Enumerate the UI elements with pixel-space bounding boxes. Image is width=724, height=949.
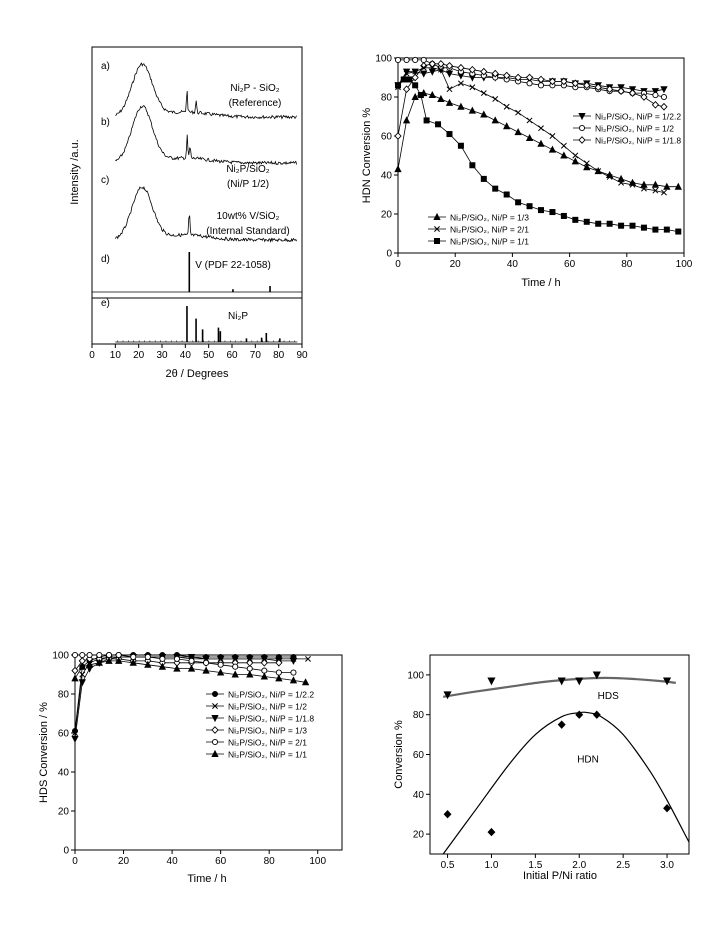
- data-point: [80, 652, 85, 657]
- data-point: [653, 227, 658, 232]
- data-point: [395, 83, 400, 88]
- data-point: [550, 133, 555, 138]
- y-tick-label: 20: [380, 209, 392, 221]
- series-group: [395, 57, 681, 234]
- data-point: [596, 221, 601, 226]
- legend-label: Ni₂P/SiO₂, Ni/P = 1/2: [228, 701, 307, 712]
- legend-label: Ni₂P/SiO₂, Ni/P = 1/2: [595, 123, 674, 134]
- data-point: [576, 678, 583, 685]
- y-tick-label: 60: [412, 750, 424, 761]
- data-point: [458, 81, 463, 86]
- series-group: [443, 672, 676, 699]
- hdn-chart: [361, 54, 693, 290]
- legend-item: [206, 690, 314, 700]
- y-tick-label: 40: [412, 789, 424, 801]
- legend-marker: [579, 125, 584, 130]
- x-tick-label: 70: [249, 350, 261, 361]
- x-tick-label: 60: [564, 259, 576, 270]
- legend-item: [428, 213, 529, 223]
- data-point: [584, 219, 589, 224]
- y-tick-label: 60: [380, 131, 392, 143]
- data-point: [447, 87, 452, 92]
- data-point: [618, 223, 623, 228]
- data-point: [481, 176, 486, 181]
- data-point: [652, 102, 658, 108]
- y-tick-label: 40: [57, 767, 69, 779]
- data-point: [550, 209, 555, 214]
- legend-marker: [212, 739, 217, 744]
- data-point: [481, 91, 486, 96]
- y-axis-title: Intensity /a.u.: [69, 139, 81, 205]
- data-point: [488, 678, 495, 685]
- data-point: [438, 96, 444, 102]
- y-tick-label: 60: [57, 728, 69, 740]
- y-axis-title: Conversion %: [393, 720, 405, 789]
- x-tick-label: 2.5: [616, 860, 631, 871]
- data-point: [404, 57, 409, 62]
- data-point: [538, 126, 543, 131]
- legend-item: [573, 124, 674, 134]
- x-tick-label: 20: [449, 259, 461, 270]
- legend-label: Ni₂P/SiO₂, Ni/P = 1/3: [228, 725, 307, 736]
- data-point: [72, 736, 78, 742]
- legend-label: Ni₂P/SiO₂, Ni/P = 1/3: [450, 212, 529, 223]
- y-tick-label: 0: [63, 845, 69, 857]
- x-tick-label: 0: [395, 259, 401, 270]
- data-point: [203, 660, 208, 665]
- data-point: [538, 83, 543, 88]
- annotation-label: HDN: [577, 754, 599, 766]
- data-point: [630, 223, 635, 228]
- data-point: [516, 200, 521, 205]
- x-tick-label: 10: [109, 350, 121, 361]
- data-point: [421, 57, 426, 62]
- data-point: [72, 652, 77, 657]
- xrd-chart: [69, 47, 308, 380]
- legend-item: [206, 714, 314, 724]
- data-point: [593, 711, 600, 718]
- hds-chart: [38, 651, 342, 886]
- xrd-panel: [101, 61, 297, 119]
- y-tick-label: 80: [412, 710, 424, 722]
- data-point: [418, 92, 423, 97]
- legend-item: [573, 136, 681, 146]
- x-tick-label: 40: [166, 856, 178, 867]
- plot-frame: [430, 655, 689, 854]
- data-point: [395, 133, 401, 139]
- x-tick-label: 3.0: [660, 860, 675, 871]
- x-tick-label: 80: [263, 856, 275, 867]
- x-tick-label: 1.0: [484, 860, 499, 871]
- legend-label: Ni₂P/SiO₂, Ni/P = 1/1.8: [228, 713, 315, 724]
- x-tick-label: 80: [621, 259, 633, 270]
- x-tick-label: 60: [215, 856, 227, 867]
- panel-label: (Internal Standard): [206, 226, 290, 237]
- data-point: [458, 143, 463, 148]
- ratio-chart: [393, 655, 689, 882]
- data-point: [538, 208, 543, 213]
- data-point: [549, 146, 555, 152]
- panel-label: Ni₂P/SiO₂: [226, 164, 270, 175]
- data-point: [641, 225, 646, 230]
- data-point: [516, 110, 521, 115]
- legend-item: [573, 112, 681, 122]
- panel-letter: d): [101, 254, 110, 265]
- data-point: [470, 85, 475, 90]
- data-point: [504, 123, 510, 129]
- data-point: [470, 163, 475, 168]
- data-point: [618, 88, 624, 94]
- panel-label: 10wt% V/SiO₂: [216, 211, 280, 222]
- x-tick-label: 100: [309, 856, 327, 867]
- legend-item: [206, 750, 307, 760]
- data-point: [527, 118, 532, 123]
- y-tick-label: 100: [407, 670, 424, 682]
- data-point: [504, 104, 509, 109]
- legend-marker: [434, 238, 439, 243]
- x-axis-title: Time / h: [187, 873, 227, 885]
- x-tick-label: 20: [133, 350, 145, 361]
- legend-label: Ni₂P/SiO₂, Ni/P = 1/1: [228, 749, 307, 760]
- data-point: [661, 104, 667, 110]
- data-point: [676, 229, 681, 234]
- x-tick-label: 60: [226, 350, 238, 361]
- panel-letter: c): [101, 175, 110, 186]
- data-point: [145, 654, 150, 659]
- data-point: [174, 656, 179, 661]
- x-tick-label: 0.5: [440, 860, 455, 871]
- legend-marker: [212, 727, 218, 733]
- legend-marker: [212, 691, 217, 696]
- data-point: [572, 158, 578, 164]
- data-point: [446, 100, 452, 106]
- legend-marker: [579, 137, 585, 143]
- legend-item: [206, 738, 307, 748]
- data-point: [421, 71, 427, 77]
- data-point: [630, 90, 636, 96]
- data-point: [87, 652, 92, 657]
- x-tick-label: 40: [506, 259, 518, 270]
- legend-label: Ni₂P/SiO₂, Ni/P = 2/1: [450, 224, 529, 235]
- legend-item: [428, 237, 529, 247]
- legend-label: Ni₂P/SiO₂, Ni/P = 1/2.2: [595, 111, 682, 122]
- data-point: [404, 117, 410, 123]
- x-tick-label: 0: [72, 856, 78, 867]
- x-tick-label: 2.0: [572, 860, 587, 871]
- data-point: [661, 94, 666, 99]
- data-point: [561, 213, 566, 218]
- annotation-label: HDS: [597, 690, 619, 702]
- x-tick-label: 1.5: [528, 860, 543, 871]
- data-point: [435, 122, 440, 127]
- data-point: [412, 94, 418, 100]
- data-point: [160, 656, 165, 661]
- data-point: [558, 721, 565, 728]
- data-point: [504, 192, 509, 197]
- y-tick-label: 100: [52, 650, 69, 662]
- y-tick-label: 0: [386, 248, 392, 260]
- panel-label: (Ni/P 1/2): [226, 179, 270, 190]
- legend-label: Ni₂P/SiO₂, Ni/P = 2/1: [228, 737, 307, 748]
- data-point: [493, 96, 498, 101]
- data-point: [407, 77, 412, 82]
- x-tick-label: 0: [89, 350, 95, 361]
- xrd-panel: [101, 298, 297, 342]
- x-tick-label: 90: [296, 350, 308, 361]
- legend-label: Ni₂P/SiO₂, Ni/P = 1/1.8: [595, 135, 682, 146]
- x-axis-title: 2θ / Degrees: [165, 368, 229, 380]
- y-tick-label: 20: [57, 806, 69, 818]
- data-point: [573, 217, 578, 222]
- data-point: [561, 143, 566, 148]
- data-point: [395, 166, 401, 172]
- x-tick-label: 100: [675, 259, 693, 270]
- data-point: [401, 77, 406, 82]
- data-point: [515, 129, 521, 135]
- series-group: [443, 711, 689, 854]
- data-point: [424, 118, 429, 123]
- y-tick-label: 40: [380, 170, 392, 182]
- data-point: [413, 83, 418, 88]
- legend-item: [206, 726, 307, 736]
- panel-label: Ni₂P: [228, 311, 248, 322]
- panel-letter: b): [101, 117, 110, 128]
- data-point: [664, 227, 669, 232]
- data-point: [97, 652, 102, 657]
- data-point: [653, 92, 658, 97]
- data-point: [413, 57, 418, 62]
- x-axis-title: Time / h: [521, 277, 561, 289]
- data-point: [291, 670, 296, 675]
- data-point: [189, 658, 194, 663]
- y-tick-label: 100: [375, 53, 392, 65]
- data-point: [527, 204, 532, 209]
- data-point: [444, 811, 451, 818]
- panel-letter: a): [101, 61, 110, 72]
- data-point: [488, 829, 495, 836]
- data-point: [447, 131, 452, 136]
- panel-label: Ni₂P - SiO₂: [230, 83, 280, 94]
- data-point: [233, 664, 238, 669]
- data-point: [218, 662, 223, 667]
- panel-letter: e): [101, 298, 110, 309]
- legend-item: [428, 225, 529, 235]
- y-tick-label: 20: [412, 829, 424, 841]
- y-tick-label: 80: [380, 92, 392, 104]
- xrd-panel: [92, 252, 302, 292]
- data-point: [493, 186, 498, 191]
- panel-label: (Reference): [228, 98, 282, 109]
- data-point: [561, 152, 567, 158]
- panel-label: V (PDF 22-1058): [195, 260, 271, 271]
- x-tick-label: 40: [179, 350, 191, 361]
- x-tick-label: 80: [273, 350, 285, 361]
- y-tick-label: 80: [57, 689, 69, 701]
- legend-item: [206, 702, 307, 712]
- data-point: [538, 141, 544, 147]
- y-axis-title: HDS Conversion / %: [38, 702, 50, 803]
- data-point: [607, 221, 612, 226]
- legend-label: Ni₂P/SiO₂, Ni/P = 1/1: [450, 236, 529, 247]
- x-tick-label: 30: [156, 350, 168, 361]
- data-point: [395, 57, 400, 62]
- x-tick-label: 20: [117, 856, 130, 867]
- data-point: [492, 117, 498, 123]
- fit-curve: [443, 712, 689, 854]
- y-axis-title: HDN Conversion %: [361, 107, 373, 204]
- data-point: [527, 81, 532, 86]
- legend-label: Ni₂P/SiO₂, Ni/P = 1/2.2: [228, 689, 315, 700]
- x-tick-label: 50: [203, 350, 215, 361]
- data-point: [72, 675, 78, 681]
- x-axis-title: Initial P/Ni ratio: [523, 870, 597, 882]
- data-point: [527, 135, 533, 141]
